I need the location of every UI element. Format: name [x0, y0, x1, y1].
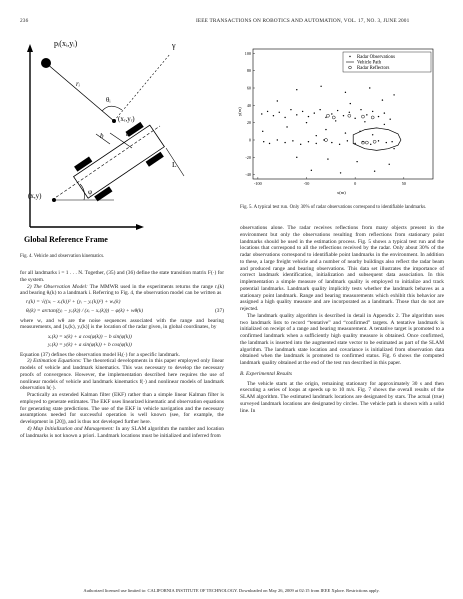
y-tick-label: -20	[245, 154, 251, 160]
radar-reflector-marker	[365, 141, 368, 144]
radar-observation-point	[267, 111, 268, 112]
radar-observation-point	[350, 103, 351, 104]
estimation-title: 3) Estimation Equations:	[27, 358, 82, 365]
radar-observation-point	[331, 113, 332, 114]
radar-observation-point	[384, 124, 385, 125]
y-tick-label: 80	[246, 68, 251, 74]
landmark-quality-paragraph: The landmark quality algorithm is described in detail in Appendix 2. The algorithm uses two landmark lists to record “tentative” and “confirmed” targets. A tentative landmark is initialized on receipt of a range and bearing measurement. A tentative target is promoted to a confirmed landmark when a sufficiently high quality measure is obtained. Once confirmed, the landmark is inserted into the augmented state vector to be estimated as part of the SLAM algorithm. The landmark state location and covariance is initialized from observation data obtained when the landmark is promoted to confirmed status. Fig. 6 shows the computed landmark quality obtained at the end of the test run described in this paper.	[240, 312, 444, 366]
radar-reflector-marker	[373, 140, 376, 143]
y-tick-label: 40	[246, 102, 251, 108]
legend-marker-observations	[349, 56, 350, 57]
radar-observation-point	[389, 119, 390, 120]
radar-observation-point	[370, 144, 371, 145]
figure-4-diagram	[14, 30, 224, 246]
left-column	[20, 270, 224, 439]
radar-observation-point	[325, 117, 326, 118]
x-tick-label: 50	[401, 181, 406, 186]
radar-observation-point	[284, 142, 285, 143]
radar-observation-point	[325, 129, 326, 130]
vehicle-path-line	[353, 128, 401, 150]
radar-reflector-marker	[332, 116, 335, 119]
radar-observation-point	[347, 140, 348, 141]
radar-observation-point	[393, 94, 394, 95]
fig4-caption: Fig. 4. Vehicle and observation kinematics.	[20, 254, 105, 259]
sensor-point	[112, 119, 116, 123]
radar-observation-point	[369, 87, 370, 88]
frame-label: Global Reference Frame	[24, 235, 108, 244]
radar-observation-point	[296, 89, 297, 90]
radar-observation-point	[356, 161, 357, 162]
landmark-label: pᵢ(xᵢ,yᵢ)	[54, 39, 78, 48]
radar-reflector-marker	[324, 139, 327, 142]
x-tick-label: -100	[254, 181, 262, 186]
radar-observation-point	[292, 140, 293, 141]
estimation-body: The theoretical developments in this paper employed only linear models of vehicle and landmark kinematics. This was necessary to develop the necessary proofs of convergence. However, the implementation described here requires the use of nonlinear models of vehicle and landmark kinematics f(·) and nonlinear models of landmark observation h(·).	[20, 358, 224, 392]
estimation-paragraph	[20, 358, 224, 392]
radar-observation-point	[372, 134, 373, 135]
radar-observation-point	[277, 100, 278, 101]
radar-observation-point	[391, 141, 392, 142]
radar-observation-point	[339, 144, 340, 145]
radar-observation-point	[290, 109, 291, 110]
radar-observation-point	[382, 99, 383, 100]
phi-label: φ	[88, 188, 93, 196]
radar-observation-point	[316, 143, 317, 144]
radar-observation-point	[286, 126, 287, 127]
radar-observation-point	[374, 171, 375, 172]
y-tick-label: 60	[246, 85, 251, 91]
radar-observation-point	[389, 164, 390, 165]
radar-observation-point	[311, 170, 312, 171]
radar-observation-point	[262, 131, 263, 132]
equation-bearing: θᵢ(k) = arctan((yᵢ − yᵣ(k)) / (xᵢ − xᵣ(k))) − φ(k) + wθ(k)	[26, 307, 144, 314]
observation-model-definition: Equation (37) defines the observation model Hᵢ(·) for a specific landmark.	[20, 351, 181, 358]
radar-observation-point	[364, 121, 365, 122]
y-tick-label: 20	[246, 120, 251, 126]
legend-observations: Radar Observations	[357, 55, 395, 60]
radar-observation-point	[269, 143, 270, 144]
radar-reflector-marker	[326, 114, 329, 117]
L-label: L	[172, 160, 177, 169]
radar-observation-point	[349, 112, 350, 113]
gamma-label: γ	[172, 41, 176, 50]
radar-observation-point	[319, 109, 320, 110]
experimental-results-paragraph: The vehicle starts at the origin, remaining stationary for approximately 30 s and then executing a series of loops at speeds up to 10 m/s. Fig. 7 shows the overall results of the SLAM algorithm. The estimated landmark locations are designated by stars. The actual (true) surveyed landmark locations are designated by circles. The vehicle path is shown with a solid line. In	[240, 380, 444, 414]
x-axis-label: x(m)	[337, 190, 346, 195]
figure-5-plot	[237, 46, 437, 198]
license-footer: Authorized licensed use limited to: CALIFORNIA INSTITUTE OF TECHNOLOGY. Downloaded on May 26, 2009 at 02:15 from IEEE Xplore. Restrictions apply.	[83, 588, 380, 593]
radar-observation-point	[354, 118, 355, 119]
radar-observation-point	[308, 116, 309, 117]
ekf-paragraph: Practically an extended Kalman filter (EKF) rather than a simple linear Kalman filter is employed to generate estimates. The EKF uses linearized kinematic and observation equations for generating state predictions. The use of the EKF in vehicle navigation and the necessary assumptions needed for successful operation is well known (see, for example, the development in [20]), and is thus not developed further here.	[20, 392, 224, 425]
radar-reflector-marker	[371, 116, 374, 119]
right-column	[240, 225, 444, 414]
legend	[343, 52, 431, 72]
radar-observation-point	[378, 140, 379, 141]
radar-observation-point	[337, 110, 338, 111]
radar-observation-point	[378, 116, 379, 117]
theta-label: θᵢ	[106, 96, 111, 104]
equation-range: rᵢ(k) = √((xᵢ − xᵣ(k))² + (yᵢ − yᵣ(k))²) + wᵣ(k)	[26, 299, 121, 305]
radar-observation-point	[261, 113, 262, 114]
radar-observation-point	[327, 158, 328, 159]
range-line	[46, 63, 114, 121]
radar-observation-point	[273, 115, 274, 116]
theta-arc	[102, 106, 122, 111]
a-label: a	[126, 130, 130, 138]
page-number: 236	[20, 18, 29, 24]
observation-paragraph	[20, 284, 224, 298]
equation-radar-x: xᵣ(k) = x(k) + a cos(φ(k)) − b sin(φ(k))	[48, 334, 132, 340]
radar-observation-point	[386, 142, 387, 143]
gamma-reference-line	[114, 54, 170, 121]
radar-observation-point	[366, 114, 367, 115]
radar-reflector-marker	[361, 115, 364, 118]
radar-observation-point	[302, 111, 303, 112]
radar-observation-point	[345, 92, 346, 93]
radar-observation-point	[320, 86, 321, 87]
b-label: b	[100, 132, 104, 140]
radar-observations-paragraph: observations alone. The radar receives reflections from many objects present in the environment but only the observations resulting from reflections from stationary point landmarks should be used in the estimation process. Fig. 5 shows a typical test run and the locations that correspond to all the reflections received by the radar. Only about 30% of the radar observations correspond to identifiable point landmarks in the environment. In addition to these, a large freight vehicle and a number of nearby buildings also reflect the radar beam and produced range and bearing observations. This data set illustrates the importance of correct landmark identification, initialization and subsequent data association. In this implementation a simple measure of landmark quality is employed to initialize and track potential landmarks. Landmark quality implicitly tests whether the landmark behaves as a stationary point landmark. Range and bearing measurements which exhibit this behavior are assigned a high quality measure and are incorporated as a landmark. Those that do not are rejected.	[240, 225, 444, 312]
radar-observation-point	[284, 117, 285, 118]
noise-paragraph: where wᵣ and wθ are the noise sequences associated with the range and bearing measurements, and [xᵣ(k), yᵣ(k)] is the location of the radar given, in global coordinates, by	[20, 317, 224, 331]
radar-observation-point	[393, 148, 394, 149]
radar-observation-point	[343, 115, 344, 116]
section-heading: B. Experimental Results	[240, 370, 292, 377]
radar-observation-point	[384, 112, 385, 113]
radar-observation-point	[316, 135, 317, 136]
radar-observation-point	[308, 141, 309, 142]
initialization-title: 4) Map Initialization and Management:	[27, 425, 115, 432]
y-axis-arrow	[27, 44, 33, 52]
radar-observation-point	[306, 122, 307, 123]
x-tick-label: 0	[354, 181, 357, 186]
radar-reflector-marker	[348, 114, 351, 117]
y-tick-label: 100	[244, 50, 251, 56]
legend-path: Vehicle Path	[357, 60, 382, 66]
radar-observation-point	[279, 112, 280, 113]
observation-title: 2) The Observation Model:	[27, 283, 88, 290]
journal-header: IEEE TRANSACTIONS ON ROBOTICS AND AUTOMATION, VOL. 17, NO. 3, JUNE 2001	[196, 18, 410, 24]
radar-observation-point	[360, 109, 361, 110]
radar-observation-point	[314, 112, 315, 113]
sensor-label: (xᵣ,yᵣ)	[118, 115, 135, 123]
y-tick-label: 0	[248, 137, 251, 143]
radar-observation-point	[296, 114, 297, 115]
intro-paragraph: for all landmarks i = 1 . . . N. Together, (35) and (36) define the state transition matrix F(·) for the system.	[20, 270, 224, 283]
x-axis-arrow	[136, 224, 144, 230]
radar-observation-point	[335, 120, 336, 121]
equation-radar-y: yᵣ(k) = y(k) + a sin(φ(k)) + b cos(φ(k))	[48, 341, 132, 348]
initialization-paragraph	[20, 426, 224, 440]
radar-observation-point	[263, 141, 264, 142]
radar-observation-point	[340, 172, 341, 173]
vehicle-label: (x,y)	[28, 192, 42, 200]
x-tick-label: -50	[303, 181, 310, 186]
radar-observation-point	[296, 157, 297, 158]
equation-number-37: (37)	[215, 307, 224, 314]
observation-body: The MMWR used in the experiments returns the range rᵢ(k) and bearing θᵢ(k) to a landmark i. Referring to Fig. 4, the observation model can be written as	[20, 283, 224, 297]
radar-observation-point	[300, 144, 301, 145]
y-tick-label: -40	[245, 172, 251, 178]
radar-observation-point	[345, 132, 346, 133]
range-label: rᵢ	[76, 80, 80, 88]
initialization-body: In any SLAM algorithm the number and location of landmarks is not known a priori. Landmark locations must be initialized and inferred from	[20, 425, 224, 439]
radar-observation-point	[331, 142, 332, 143]
y-axis-label: y(m)	[237, 107, 242, 116]
legend-reflectors: Radar Reflectors	[357, 66, 390, 71]
radar-observation-point	[372, 111, 373, 112]
fig5-caption: Fig. 5. A typical test run. Only 30% of radar observations correspond to identifiable landmarks.	[240, 205, 427, 210]
radar-observation-point	[277, 139, 278, 140]
vehicle-point	[52, 198, 56, 202]
